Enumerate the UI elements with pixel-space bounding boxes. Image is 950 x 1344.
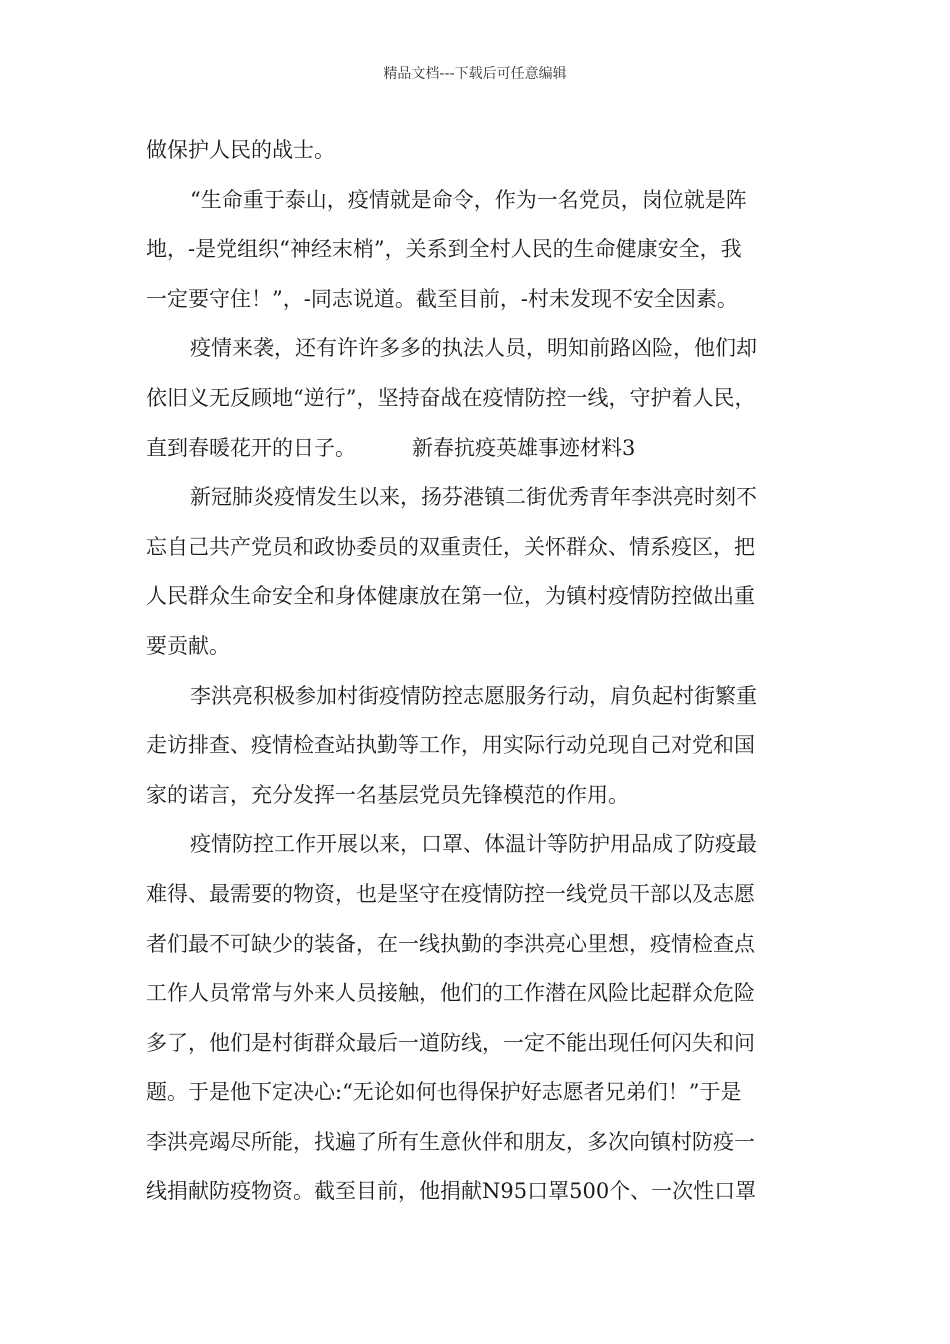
text-line: 家的诺言，充分发挥一名基层党员先锋模范的作用。 xyxy=(146,782,629,807)
text-line: 依旧义无反顾地“逆行”，坚持奋战在疫情防控一线，守护着人民， xyxy=(146,385,756,410)
document-body xyxy=(146,126,816,1217)
text-line: 疫情防控工作开展以来，口罩、体温计等防护用品成了防疫最 xyxy=(190,832,757,857)
text-line: 工作人员常常与外来人员接触，他们的工作潜在风险比起群众危险 xyxy=(146,981,755,1006)
text-line: 一定要守住！”，-同志说道。截至目前，-村未发现不安全因素。 xyxy=(146,286,738,311)
text-line: 要贡献。 xyxy=(146,633,230,658)
text-line: 难得、最需要的物资，也是坚守在疫情防控一线党员干部以及志愿 xyxy=(146,881,755,906)
text-line: 人民群众生命安全和身体健康放在第一位，为镇村疫情防控做出重 xyxy=(146,584,755,609)
text-line: 地，-是党组织“神经末梢”，关系到全村人民的生命健康安全，我 xyxy=(146,237,742,262)
text-line: “生命重于泰山，疫情就是命令，作为一名党员，岗位就是阵 xyxy=(190,187,747,212)
text-line: 疫情来袭，还有许许多多的执法人员，明知前路凶险，他们却 xyxy=(190,336,757,361)
text-line: 直到春暖花开的日子。 xyxy=(146,435,356,460)
text-line: 李洪亮积极参加村街疫情防控志愿服务行动，肩负起村街繁重 xyxy=(190,683,757,708)
page-header: 精品文档---下载后可任意编辑 xyxy=(383,66,567,82)
text-line: 走访排查、疫情检查站执勤等工作，用实际行动兑现自己对党和国 xyxy=(146,733,755,758)
section-heading: 新春抗疫英雄事迹材料3 xyxy=(412,435,636,460)
text-line: 多了，他们是村街群众最后一道防线，一定不能出现任何闪失和问 xyxy=(146,1030,755,1055)
text-line: 者们最不可缺少的装备，在一线执勤的李洪亮心里想，疫情检查点 xyxy=(146,931,755,956)
text-line: 新冠肺炎疫情发生以来，扬芬港镇二街优秀青年李洪亮时刻不 xyxy=(190,485,757,510)
text-line: 线捐献防疫物资。截至目前，他捐献N95口罩500个、一次性口罩 xyxy=(146,1179,757,1204)
text-line: 题。于是他下定决心:“无论如何也得保护好志愿者兄弟们！”于是 xyxy=(146,1080,742,1105)
text-line: 忘自己共产党员和政协委员的双重责任，关怀群众、情系疫区，把 xyxy=(146,534,755,559)
text-line: 李洪亮竭尽所能，找遍了所有生意伙伴和朋友，多次向镇村防疫一 xyxy=(146,1129,755,1154)
text-line: 做保护人民的战士。 xyxy=(146,138,335,162)
text-line-with-heading xyxy=(146,424,816,474)
